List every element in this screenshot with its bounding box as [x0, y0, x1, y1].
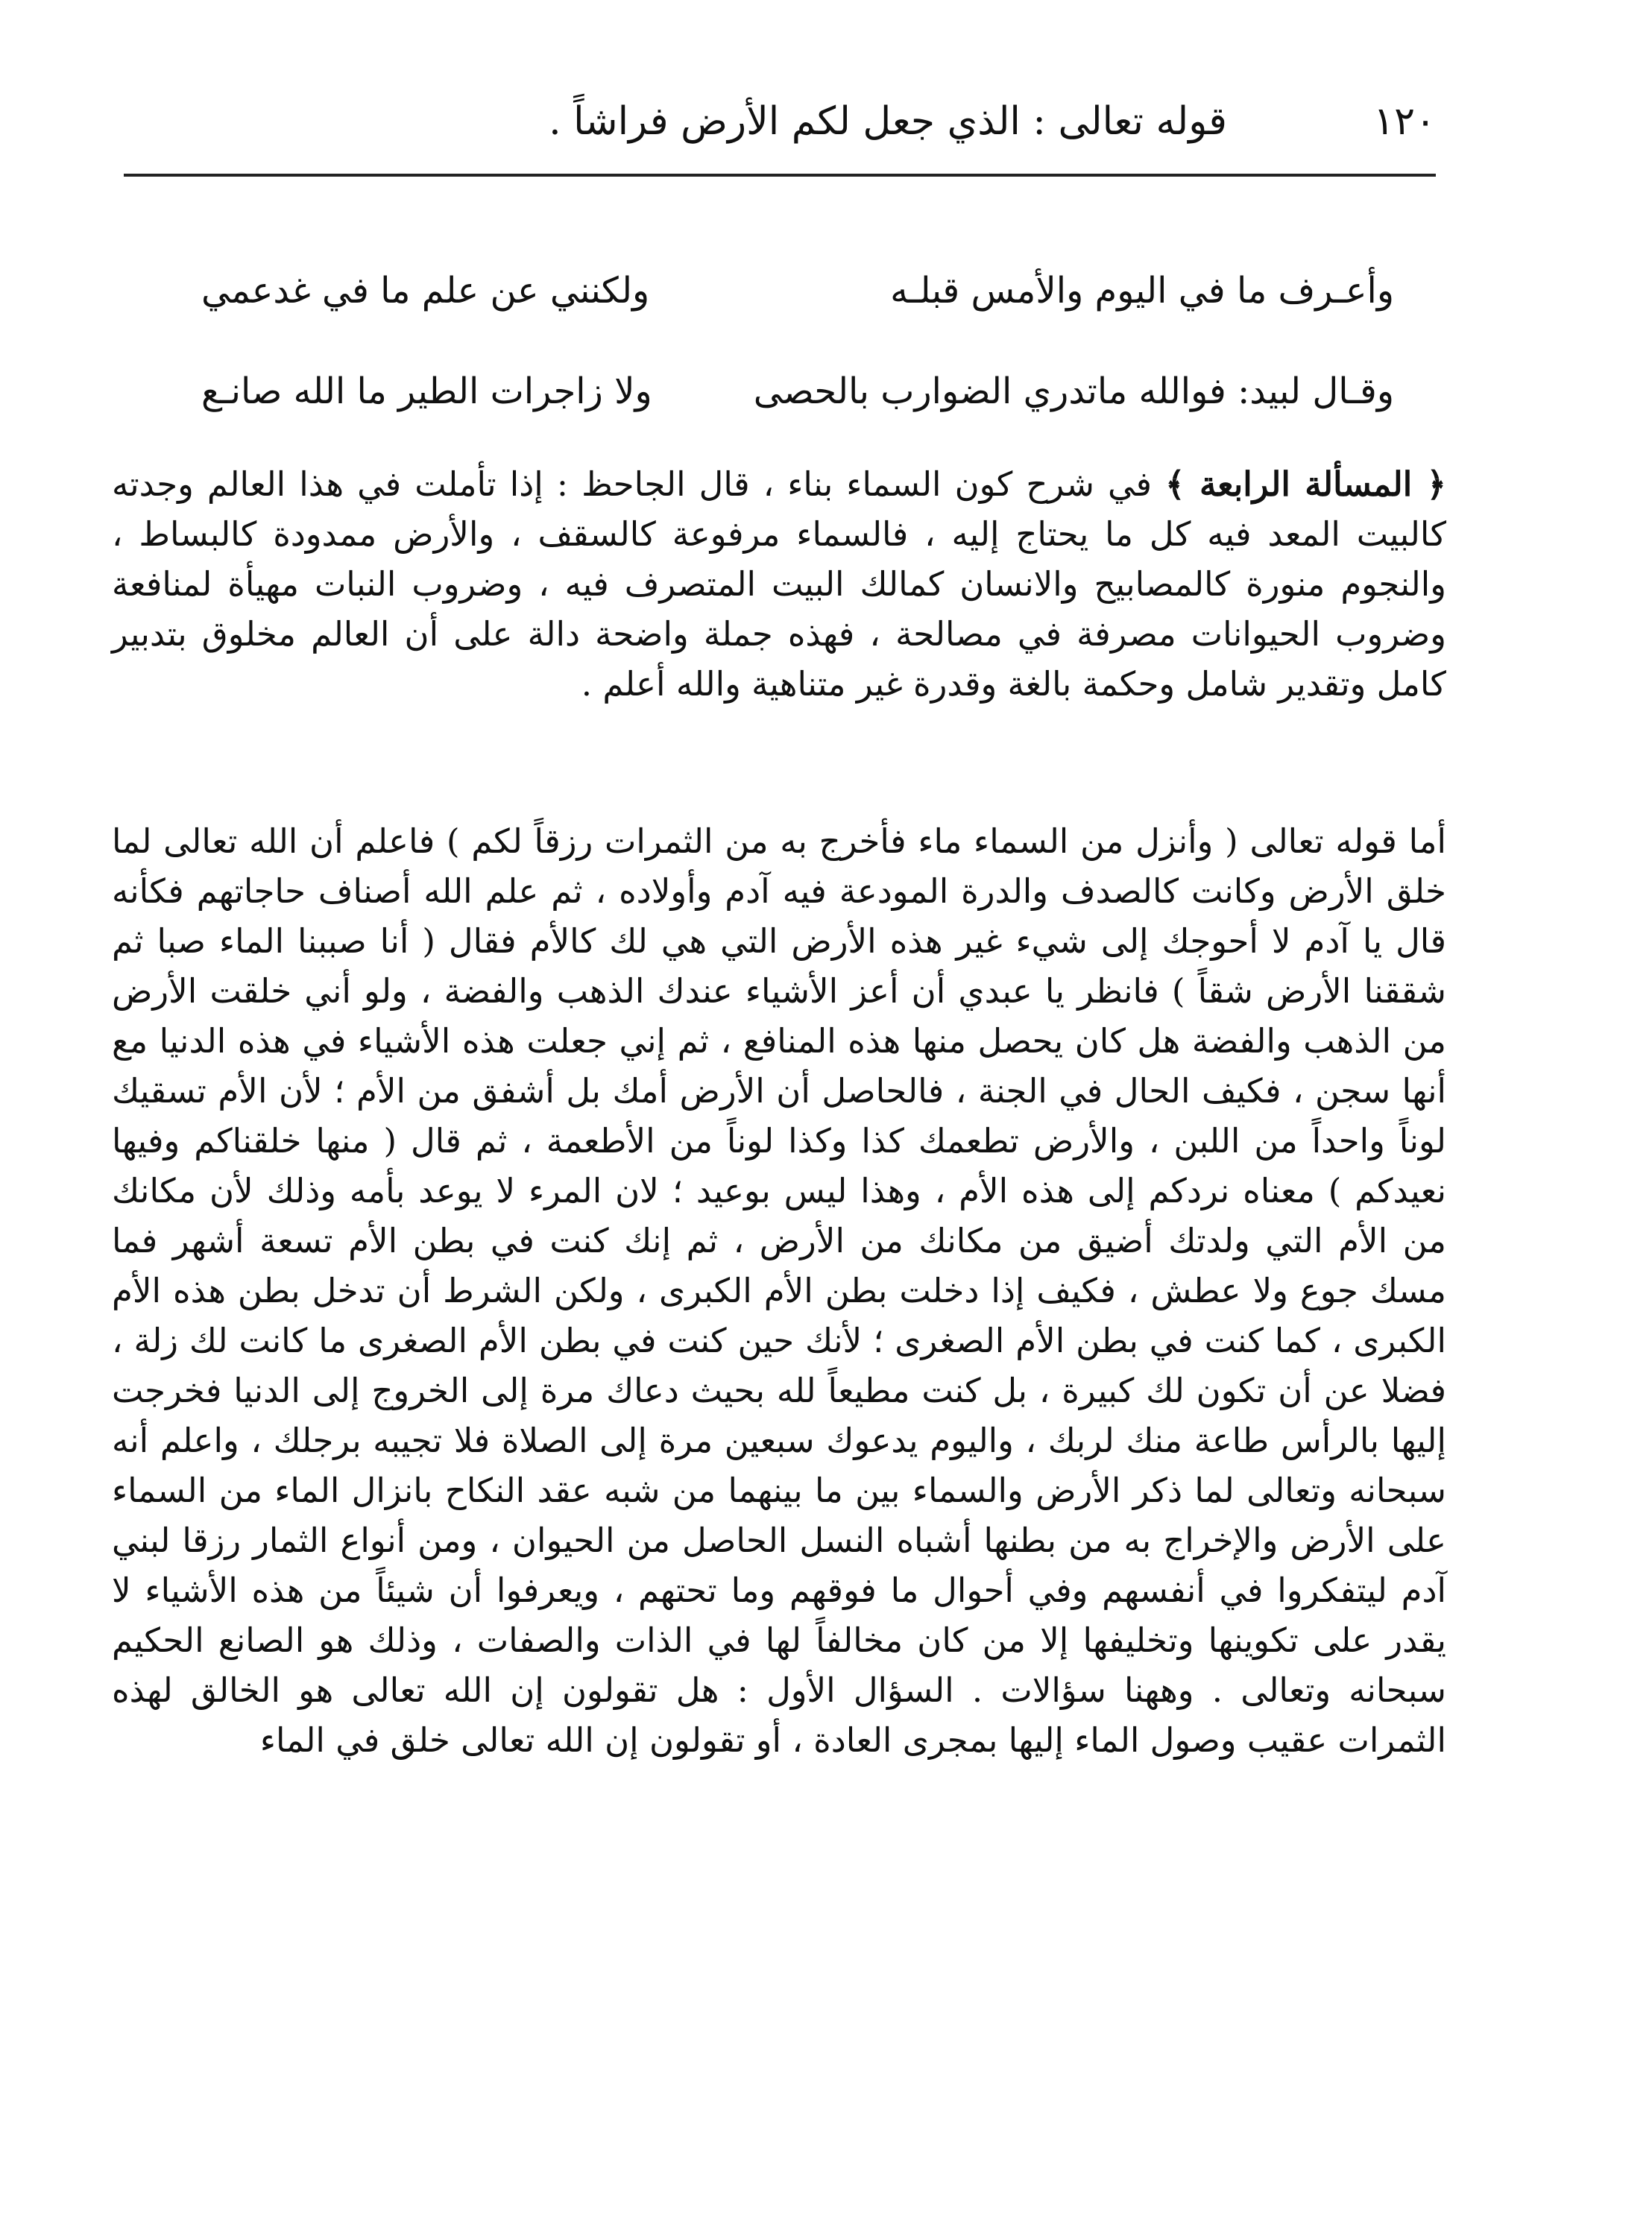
running-title: قوله تعالى : الذي جعل لكم الأرض فراشاً . — [549, 99, 1227, 144]
page-header — [124, 95, 1436, 155]
paragraph-main — [112, 816, 1446, 1765]
paragraph-text: أما قوله تعالى ( وأنزل من السماء ماء فأخرج به من الثمرات رزقاً لكم ) فاعلم أن الله تعالى لما خلق الأرض وكانت كالصدف والدرة المودعة فيه آدم وأولاده ، ثم علم الله أصناف حاجاتهم فكأنه قال يا آدم لا أحوجك إلى شيء غير هذه الأرض التي هي لك كالأم فقال ( أنا صببنا الماء صبا ثم شققنا الأرض شقاً ) فانظر يا عبدي أن أعز الأشياء عندك الذهب والفضة ، ولو أني خلقت الأرض من الذهب والفضة هل كان يحصل منها هذه المنافع ، ثم إني جعلت هذه الأشياء في هذه الدنيا مع أنها سجن ، فكيف الحال في الجنة ، فالحاصل أن الأرض أمك بل أشفق من الأم ؛ لأن الأم تسقيك لوناً واحداً من اللبن ، والأرض تطعمك كذا وكذا لوناً من الأطعمة ، ثم قال ( منها خلقناكم وفيها نعيدكم ) معناه نردكم إلى هذه الأم ، وهذا ليس بوعيد ؛ لان المرء لا يوعد بأمه وذلك لأن مكانك من الأم التي ولدتك أضيق من مكانك من الأرض ، ثم إنك كنت في بطن الأم تسعة أشهر فما مسك جوع ولا عطش ، فكيف إذا دخلت بطن الأم الكبرى ، ولكن الشرط أن تدخل بطن هذه الأم الكبرى ، كما كنت في بطن الأم الصغرى ؛ لأنك حين كنت في بطن الأم الصغرى ما كانت لك زلة ، فضلا عن أن تكون لك كبيرة ، بل كنت مطيعاً لله بحيث دعاك مرة إلى الخروج إلى الدنيا فخرجت إليها بالرأس طاعة منك لربك ، واليوم يدعوك سبعين مرة إلى الصلاة فلا تجيبه برجلك ، واعلم أنه سبحانه وتعالى لما ذكر الأرض والسماء بين ما بينهما من شبه عقد النكاح بانزال الماء من السماء على الأرض والإخراج به من بطنها أشباه النسل الحاصل من الحيوان ، ومن أنواع الثمار رزقا لبني آدم ليتفكروا في أنفسهم وفي أحوال ما فوقهم وما تحتهم ، ويعرفوا أن شيئاً من هذه الأشياء لا يقدر على تكوينها وتخليفها إلا من كان مخالفاً لها في الذات والصفات ، وذلك هو الصانع الحكيم سبحانه وتعالى . وههنا سؤالات . السؤال الأول : هل تقولون إن الله تعالى هو الخالق لهذه الثمرات عقيب وصول الماء إليها بمجرى العادة ، أو تقولون إن الله تعالى خلق في الماء — [112, 821, 1446, 1760]
section-heading: ﴿ المسألة الرابعة ﴾ — [1165, 464, 1446, 504]
verse-row-1 — [201, 261, 1394, 321]
header-rule — [124, 174, 1436, 177]
verse-2-second-hemistich: ولا زاجرات الطير ما الله صانـع — [201, 370, 652, 412]
verse-row-2 — [201, 362, 1394, 421]
verse-1-second-hemistich: ولكنني عن علم ما في غدعمي — [201, 270, 650, 312]
verse-2-first-hemistich: وقـال لبيد: فوالله ماتدري الضوارب بالحصى — [753, 370, 1394, 412]
page-number: ١٢٠ — [1373, 99, 1436, 144]
paragraph-fourth-issue — [112, 459, 1446, 709]
paragraph-text: في شرح كون السماء بناء ، قال الجاحظ : إذا تأملت في هذا العالم وجدته كالبيت المعد فيه كل ما يحتاج إليه ، فالسماء مرفوعة كالسقف ، والأرض ممدودة كالبساط ، والنجوم منورة كالمصابيح والانسان كمالك البيت المتصرف فيه ، وضروب النبات مهيأة لمنافعة وضروب الحيوانات مصرفة في مصالحة ، فهذه جملة واضحة دالة على أن العالم مخلوق بتدبير كامل وتقدير شامل وحكمة بالغة وقدرة غير متناهية والله أعلم . — [112, 464, 1446, 704]
verse-1-first-hemistich: وأعـرف ما في اليوم والأمس قبلـه — [890, 270, 1394, 312]
